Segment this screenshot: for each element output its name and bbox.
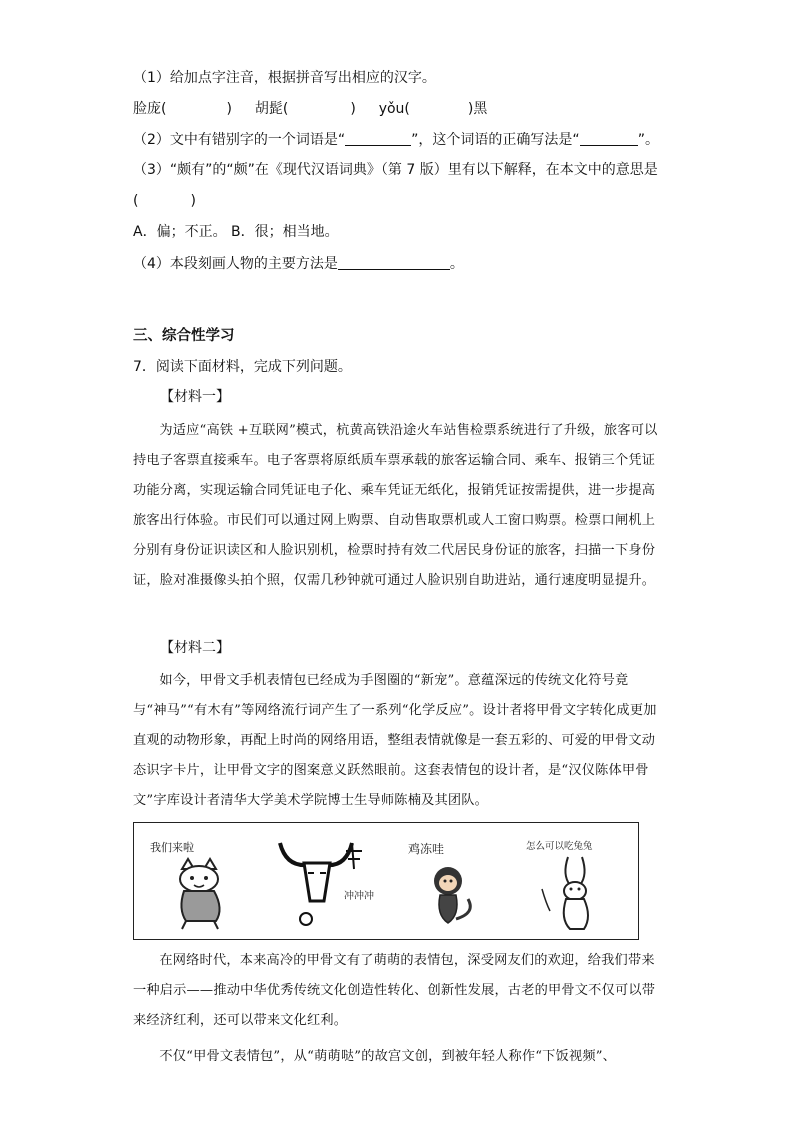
answer-blank[interactable] <box>580 131 638 146</box>
question-3-options: A．偏；不正。 B．很；相当地。 <box>133 224 339 240</box>
answer-blank[interactable] <box>338 255 450 270</box>
monkey-emoji-icon <box>396 829 506 935</box>
oracle-emoji-figure <box>133 822 639 940</box>
question-3-answer: ( ) <box>133 193 196 209</box>
cat-emoji-icon <box>142 829 252 935</box>
section-title: 三、综合性学习 <box>133 328 235 344</box>
paragraph-3: 在网络时代，本来高冷的甲骨文有了萌萌的表情包，深受网友们的欢迎，给我们带来一种启示——推动中华优秀传统文化创造性转化、创新性发展，古老的甲骨文不仅可以带来经济红利，还可以带来文化红利。 <box>133 953 656 1028</box>
emoji-caption: 我们来啦 <box>150 841 194 854</box>
material-1-text: 为适应“高铁 +互联网”模式，杭黄高铁沿途火车站售检票系统进行了升级，旅客可以持电子客票直接乘车。电子客票将原纸质车票承载的旅客运输合同、乘车、报销三个凭证功能分离，实现运输合同凭证电子化、乘车凭证无纸化，报销凭证按需提供，进一步提高旅客出行体验。市民们可以通过网上购票、自动售取票机或人工窗口购票。检票口闸机上分别有身份证识读区和人脸识别机，检票时持有效二代居民身份证的旅客，扫描一下身份证，脸对准摄像头拍个照，仅需几秒钟就可通过人脸识别自助进站，通行速度明显提升。 <box>133 423 658 588</box>
emoji-caption: 鸡冻哇 <box>408 842 445 856</box>
item-you-pinyin: yǒu( <box>378 101 410 117</box>
question-2: （2）文中有错别字的一个词语是“ ”，这个词语的正确写法是“ ”。 <box>133 132 659 148</box>
material-2-text: 如今，甲骨文手机表情包已经成为手图圈的“新宠”。意蕴深远的传统文化符号竟与“神马”“有木有”等网络流行词产生了一系列“化学反应”。设计者将甲骨文字转化成更加直观的动物形象，再配上时尚的网络用语，整组表情就像是一套五彩的、可爱的甲骨文动态识字卡片，让甲骨文字的图案意义跃然眼前。这套表情包的设计者，是“汉仪陈体甲骨文”字库设计者清华大学美术学院博士生导师陈楠及其团队。 <box>133 673 657 808</box>
rabbit-emoji-icon <box>522 829 632 935</box>
item-huzi: 胡髭( <box>254 101 289 117</box>
item-lianpang: 脸庞( <box>133 101 167 117</box>
emoji-caption: 冲冲冲 <box>344 891 374 902</box>
material-1-title: 【材料一】 <box>160 389 230 405</box>
emoji-caption: 怎么可以吃兔兔 <box>526 841 593 852</box>
question-1-items: 脸庞( ) 胡髭( ) yǒu( )黑 <box>133 101 488 117</box>
question-1: （1）给加点字注音，根据拼音写出相应的汉字。 <box>133 70 436 86</box>
question-3: （3）“颇有”的“颇”在《现代汉语词典》（第 7 版）里有以下解释，在本文中的意思是 <box>133 162 658 178</box>
question-7: 7．阅读下面材料，完成下列问题。 <box>133 359 352 375</box>
material-2-title: 【材料二】 <box>160 640 230 656</box>
answer-blank[interactable] <box>345 131 411 146</box>
ox-emoji-icon <box>266 829 376 935</box>
question-4: （4）本段刻画人物的主要方法是 。 <box>133 256 464 272</box>
paragraph-4: 不仅“甲骨文表情包”，从“萌萌哒”的故宫文创，到被年轻人称作“下饭视频”、 <box>159 1049 617 1064</box>
